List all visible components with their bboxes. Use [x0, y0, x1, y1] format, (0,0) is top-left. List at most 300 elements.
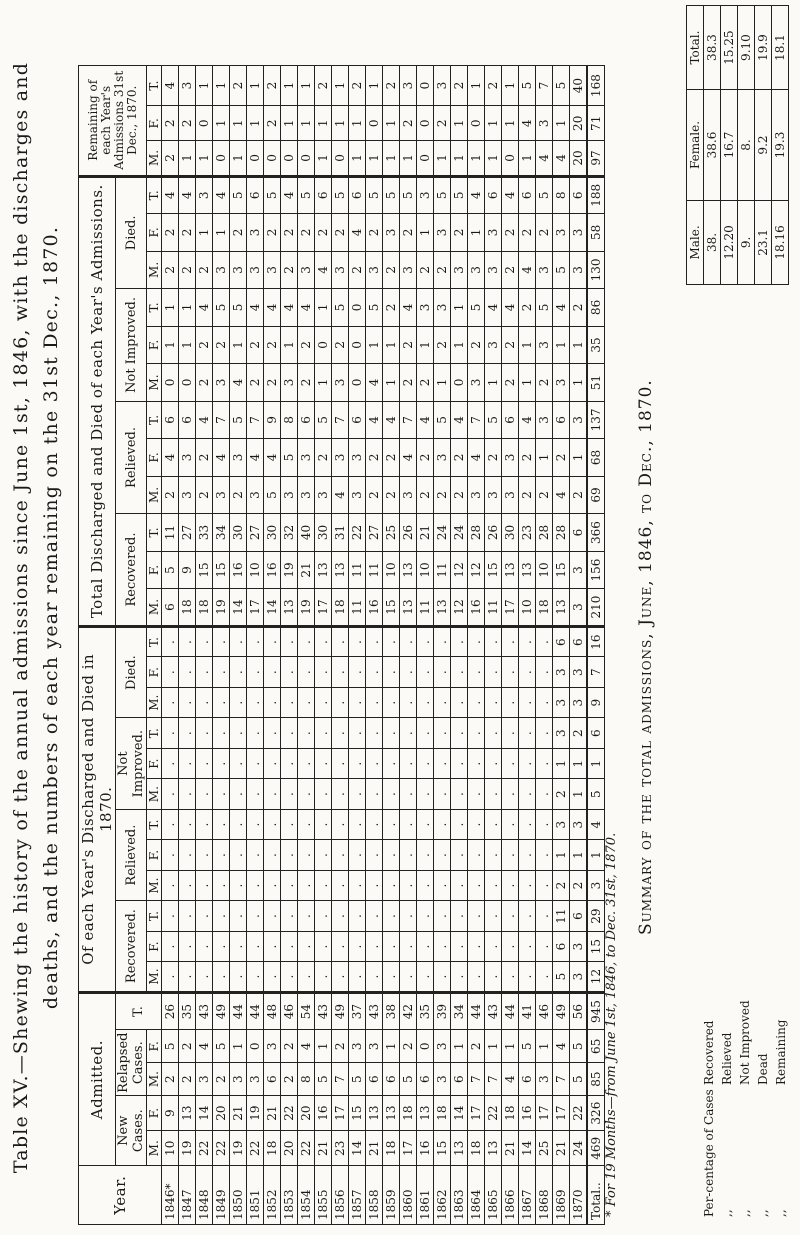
relapsed-f-cell: 1	[502, 1030, 519, 1063]
remaining-f-cell: 1	[332, 106, 349, 141]
relapsed-f-cell: 4	[298, 1030, 315, 1063]
year-1870-cell: .	[264, 931, 281, 961]
total-discharged-cell: 1	[519, 364, 536, 402]
table-row	[468, 66, 485, 1225]
year-cell: 1850	[230, 1166, 247, 1225]
year-header: Year.	[79, 1166, 162, 1225]
year-1870-cell: .	[400, 809, 417, 839]
summary-value-cell: 19.9	[755, 6, 772, 90]
year-1870-cell: .	[264, 748, 281, 778]
total-discharged-cell: 2	[383, 439, 400, 477]
total-discharged-cell: 3	[485, 251, 502, 289]
year-1870-cell: .	[213, 962, 230, 992]
total-discharged-cell: 2	[553, 439, 570, 477]
group-0-f-header: F.	[147, 931, 162, 961]
year-1870-cell: .	[400, 870, 417, 900]
admitted-total-cell: 42	[400, 992, 417, 1030]
year-1870-cell: .	[400, 931, 417, 961]
pc-label-not-improved: Not Improved	[738, 1000, 752, 1085]
remaining-f-cell: 2	[179, 106, 196, 141]
year-1870-cell: .	[417, 809, 434, 839]
year-1870-cell: .	[400, 748, 417, 778]
total-discharged-cell: 4	[162, 439, 179, 477]
total-discharged-cell: 4	[451, 401, 468, 439]
year-1870-cell: 3	[570, 931, 588, 961]
year-1870-cell: .	[366, 870, 383, 900]
total-discharged-cell: 2	[485, 439, 502, 477]
total-discharged-cell: 19	[281, 551, 298, 589]
year-1870-cell: .	[434, 718, 451, 748]
year-1870-cell: .	[417, 870, 434, 900]
total-discharged-cell: 11	[162, 514, 179, 552]
relapsed-m-cell: 3	[434, 1063, 451, 1096]
remaining-t-cell: 1	[196, 66, 213, 106]
year-1870-cell: .	[332, 626, 349, 657]
total-discharged-cell: 3	[570, 214, 588, 252]
total-discharged-cell: 31	[332, 514, 349, 552]
total-discharged-cell: 10	[519, 589, 536, 627]
year-1870-cell: .	[383, 748, 400, 778]
total-discharged-cell: 3	[213, 251, 230, 289]
year-1870-cell: .	[434, 748, 451, 778]
year-1870-cell: .	[264, 962, 281, 992]
total-discharged-cell: 2	[502, 214, 519, 252]
total-discharged-cell: 3	[179, 439, 196, 477]
year-1870-cell: .	[417, 901, 434, 931]
relapsed-f-cell: 1	[383, 1030, 400, 1063]
remaining-f-cell: 1	[298, 106, 315, 141]
total-discharged-cell: 2	[417, 476, 434, 514]
relapsed-m-cell: 6	[264, 1063, 281, 1096]
new-cases-f-cell: 21	[230, 1096, 247, 1131]
year-1870-cell: .	[519, 748, 536, 778]
total-discharged-cell: 7	[213, 401, 230, 439]
new-cases-m-cell: 25	[536, 1131, 553, 1166]
year-1870-cell: .	[366, 962, 383, 992]
year-1870-cell: 5	[553, 962, 570, 992]
total-discharged-cell: 3	[196, 176, 213, 214]
total-discharged-cell: 0	[162, 364, 179, 402]
total-discharged-cell: 3	[298, 251, 315, 289]
new-cases-f-cell: 17	[553, 1096, 570, 1131]
new-cases-f-cell: 19	[247, 1096, 264, 1131]
total-discharged-cell: 2	[298, 364, 315, 402]
total-discharged-cell: 30	[264, 514, 281, 552]
new-cases-header: New Cases.	[116, 1096, 147, 1166]
year-1870-cell: .	[332, 748, 349, 778]
year-1870-cell: .	[247, 779, 264, 809]
summary-value-cell: 15.25	[721, 6, 738, 90]
year-1870-cell: .	[247, 809, 264, 839]
relapsed-m-cell: 3	[536, 1063, 553, 1096]
year-1870-cell: .	[230, 962, 247, 992]
relapsed-m-cell: 7	[332, 1063, 349, 1096]
admitted-total-cell: 43	[315, 992, 332, 1030]
year-1870-cell: .	[298, 962, 315, 992]
year-cell: 1849	[213, 1166, 230, 1225]
group-2-f-header: F.	[147, 748, 162, 778]
group-5-f-header: F.	[147, 439, 162, 477]
relapsed-f-cell: 0	[247, 1030, 264, 1063]
total-discharged-cell: 2	[451, 439, 468, 477]
total-discharged-cell: 1	[179, 326, 196, 364]
admitted-total-cell: 44	[247, 992, 264, 1030]
group-7-t-header: T.	[147, 176, 162, 214]
year-1870-cell: .	[298, 870, 315, 900]
remaining-t-cell: 5	[553, 66, 570, 106]
total-discharged-cell: 3	[434, 289, 451, 327]
summary-value-cell: 9.2	[755, 90, 772, 201]
year-1870-cell: .	[162, 809, 179, 839]
year-1870-cell: .	[179, 809, 196, 839]
year-1870-cell: .	[281, 687, 298, 717]
total-discharged-cell: 4	[332, 476, 349, 514]
year-1870-cell: .	[298, 901, 315, 931]
td-recovered-header: Recovered.	[116, 514, 147, 627]
year-1870-cell: .	[451, 687, 468, 717]
total-discharged-cell: 18	[536, 589, 553, 627]
history-table	[78, 65, 605, 1225]
year-1870-cell: .	[485, 962, 502, 992]
year-1870-cell: .	[349, 657, 366, 687]
total-discharged-cell: 2	[230, 476, 247, 514]
year-1870-cell: .	[536, 962, 553, 992]
year-1870-cell: 3	[570, 962, 588, 992]
admitted-total-cell: 49	[553, 992, 570, 1030]
year-1870-cell: .	[162, 901, 179, 931]
total-discharged-cell: 1	[315, 364, 332, 402]
admitted-total-cell: 39	[434, 992, 451, 1030]
remaining-f-cell: 1	[349, 106, 366, 141]
year-1870-cell: .	[213, 840, 230, 870]
y70-not-improved-header: Not Improved.	[116, 718, 147, 809]
remaining-m-cell: 1	[485, 141, 502, 176]
admitted-total-cell: 46	[536, 992, 553, 1030]
year-1870-cell: .	[162, 931, 179, 961]
remaining-f-cell: 1	[213, 106, 230, 141]
table-row	[247, 66, 264, 1225]
total-discharged-cell: 10	[383, 551, 400, 589]
total-discharged-cell: 27	[247, 514, 264, 552]
year-cell: Total..	[587, 1166, 605, 1225]
new-cases-f-cell: 13	[383, 1096, 400, 1131]
summary-row	[721, 6, 738, 285]
remaining-t-cell: 2	[485, 66, 502, 106]
year-1870-cell: .	[383, 657, 400, 687]
year-1870-cell: .	[468, 901, 485, 931]
year-1870-cell: .	[213, 809, 230, 839]
remaining-f-cell: 1	[451, 106, 468, 141]
year-1870-cell: .	[349, 931, 366, 961]
year-1870-cell: .	[298, 779, 315, 809]
total-discharged-cell: 6	[570, 514, 588, 552]
new-cases-f-cell: 18	[502, 1096, 519, 1131]
total-discharged-cell: 5	[230, 401, 247, 439]
relapsed-f-cell: 4	[553, 1030, 570, 1063]
total-discharged-cell: 7	[332, 401, 349, 439]
year-1870-cell: .	[315, 931, 332, 961]
totals-row	[587, 66, 605, 1225]
total-discharged-cell: 2	[451, 214, 468, 252]
year-1870-cell: .	[519, 779, 536, 809]
remaining-t-cell: 1	[468, 66, 485, 106]
total-discharged-cell: 15	[213, 551, 230, 589]
total-discharged-cell: 2	[213, 326, 230, 364]
year-cell: 1866	[502, 1166, 519, 1225]
year-1870-cell: .	[162, 779, 179, 809]
year-1870-cell: .	[281, 626, 298, 657]
year-1870-cell: .	[179, 962, 196, 992]
total-discharged-cell: 156	[587, 551, 605, 589]
total-discharged-cell: 11	[349, 589, 366, 627]
admitted-total-cell: 37	[349, 992, 366, 1030]
year-1870-cell: .	[179, 870, 196, 900]
table-row	[264, 66, 281, 1225]
total-discharged-cell: 2	[315, 214, 332, 252]
new-cases-f-cell: 14	[451, 1096, 468, 1131]
year-1870-cell: .	[281, 779, 298, 809]
total-discharged-cell: 2	[366, 439, 383, 477]
group-0-m-header: M.	[147, 962, 162, 992]
new-cases-m-cell: 19	[179, 1131, 196, 1166]
year-1870-cell: .	[264, 809, 281, 839]
pc-row-3-first: ,,	[756, 1209, 770, 1217]
total-discharged-cell: 1	[315, 289, 332, 327]
new-cases-f-cell: 18	[400, 1096, 417, 1131]
summary-value-cell: 9.10	[738, 6, 755, 90]
total-discharged-cell: 4	[400, 289, 417, 327]
total-discharged-cell: 3	[332, 251, 349, 289]
total-discharged-cell: 5	[485, 401, 502, 439]
year-1870-cell: 2	[570, 870, 588, 900]
year-1870-cell: .	[162, 687, 179, 717]
remaining-f-cell: 71	[587, 106, 605, 141]
total-discharged-cell: 5	[332, 176, 349, 214]
relapsed-m-cell: 8	[298, 1063, 315, 1096]
total-discharged-cell: 4	[281, 289, 298, 327]
summary-row	[772, 6, 789, 285]
total-discharged-cell: 1	[451, 326, 468, 364]
total-discharged-cell: 13	[332, 551, 349, 589]
total-discharged-cell: 210	[587, 589, 605, 627]
total-discharged-cell: 16	[468, 589, 485, 627]
total-discharged-cell: 15	[196, 551, 213, 589]
year-1870-cell: .	[179, 718, 196, 748]
admitted-total-cell: 35	[179, 992, 196, 1030]
total-discharged-cell: 3	[485, 476, 502, 514]
total-discharged-cell: 4	[264, 439, 281, 477]
total-discharged-cell: 6	[298, 401, 315, 439]
year-cell: 1863	[451, 1166, 468, 1225]
admitted-total-cell: 945	[587, 992, 605, 1030]
td-relieved-header: Relieved.	[116, 401, 147, 514]
year-1870-cell: .	[468, 718, 485, 748]
total-discharged-cell: 5	[315, 401, 332, 439]
year-1870-cell: .	[349, 779, 366, 809]
relapsed-m-cell: 2	[281, 1063, 298, 1096]
total-discharged-cell: 188	[587, 176, 605, 214]
total-discharged-cell: 2	[519, 476, 536, 514]
relapsed-f-cell: 4	[196, 1030, 213, 1063]
group-6-t-header: T.	[147, 289, 162, 327]
new-cases-m-cell: 17	[400, 1131, 417, 1166]
total-discharged-cell: 4	[417, 401, 434, 439]
table-row	[485, 66, 502, 1225]
relapsed-m-cell: 2	[162, 1063, 179, 1096]
new-cases-f-cell: 17	[536, 1096, 553, 1131]
total-discharged-cell: 2	[400, 364, 417, 402]
total-discharged-cell: 2	[196, 439, 213, 477]
new-cases-f-cell: 15	[349, 1096, 366, 1131]
total-discharged-cell: 2	[434, 476, 451, 514]
year-1870-cell: .	[417, 687, 434, 717]
total-discharged-cell: 3	[451, 251, 468, 289]
new-cases-m-cell: 469	[587, 1131, 605, 1166]
summary-total-header: Total.	[687, 6, 704, 90]
year-1870-cell: .	[315, 962, 332, 992]
total-discharged-cell: 2	[281, 251, 298, 289]
total-discharged-cell: 6	[553, 401, 570, 439]
total-discharged-cell: 2	[247, 364, 264, 402]
year-1870-cell: .	[315, 840, 332, 870]
of-each-year-header: Of each Year's Discharged and Died in 1870.	[79, 626, 116, 992]
total-discharged-cell: 366	[587, 514, 605, 552]
year-1870-cell: .	[162, 962, 179, 992]
remaining-f-cell: 3	[536, 106, 553, 141]
relapsed-m-cell: 6	[451, 1063, 468, 1096]
total-discharged-cell: 2	[366, 476, 383, 514]
total-discharged-cell: 5	[553, 251, 570, 289]
year-1870-cell: .	[230, 718, 247, 748]
year-1870-cell: 3	[553, 657, 570, 687]
year-1870-cell: .	[230, 901, 247, 931]
total-discharged-cell: 13	[502, 551, 519, 589]
year-1870-cell: 1	[570, 748, 588, 778]
total-discharged-cell: 14	[230, 589, 247, 627]
group-5-m-header: M.	[147, 476, 162, 514]
year-1870-cell: .	[213, 870, 230, 900]
total-discharged-cell: 5	[451, 176, 468, 214]
new-cases-f-cell: 16	[519, 1096, 536, 1131]
total-discharged-cell: 0	[315, 326, 332, 364]
admitted-total-cell: 44	[230, 992, 247, 1030]
year-1870-cell: 2	[570, 718, 588, 748]
relapsed-m-cell: 5	[349, 1063, 366, 1096]
remaining-t-cell: 2	[349, 66, 366, 106]
pc-row-4-first: ,,	[774, 1209, 788, 1217]
total-discharged-cell: 2	[502, 326, 519, 364]
relapsed-m-cell: 6	[519, 1063, 536, 1096]
table-row	[349, 66, 366, 1225]
remaining-m-cell: 1	[519, 141, 536, 176]
year-1870-cell: .	[366, 840, 383, 870]
total-discharged-cell: 1	[417, 326, 434, 364]
year-1870-cell: .	[434, 657, 451, 687]
year-1870-cell: .	[298, 718, 315, 748]
relapsed-m-cell: 3	[196, 1063, 213, 1096]
remaining-m-cell: 2	[162, 141, 179, 176]
year-1870-cell: .	[366, 901, 383, 931]
total-discharged-cell: 2	[315, 439, 332, 477]
year-1870-cell: 29	[587, 901, 605, 931]
year-1870-cell: .	[213, 626, 230, 657]
new-cases-f-cell: 13	[179, 1096, 196, 1131]
remaining-t-cell: 1	[366, 66, 383, 106]
relapsed-cases-header: Relapsed Cases.	[116, 1030, 147, 1096]
year-1870-cell: .	[332, 870, 349, 900]
year-1870-cell: .	[264, 870, 281, 900]
relapsed-m-cell: 4	[502, 1063, 519, 1096]
year-1870-cell: .	[485, 870, 502, 900]
year-1870-cell: .	[451, 779, 468, 809]
summary-value-cell: 19.3	[772, 90, 789, 201]
new-cases-f-cell: 20	[298, 1096, 315, 1131]
year-1870-cell: .	[519, 657, 536, 687]
year-1870-cell: .	[349, 687, 366, 717]
remaining-m-cell: 0	[298, 141, 315, 176]
year-1870-cell: .	[434, 779, 451, 809]
year-1870-cell: .	[536, 870, 553, 900]
relapsed-m-cell: 5	[315, 1063, 332, 1096]
remaining-t-cell: 2	[451, 66, 468, 106]
group-4-m-header: M.	[147, 589, 162, 627]
total-discharged-cell: 13	[553, 589, 570, 627]
remaining-t-cell: 1	[298, 66, 315, 106]
remaining-m-cell: 0	[247, 141, 264, 176]
total-discharged-cell: 4	[213, 439, 230, 477]
year-1870-cell: .	[383, 870, 400, 900]
year-1870-cell: .	[536, 626, 553, 657]
year-cell: 1847	[179, 1166, 196, 1225]
total-discharged-cell: 5	[213, 289, 230, 327]
total-discharged-cell: 2	[468, 326, 485, 364]
year-1870-cell: .	[247, 687, 264, 717]
table-row	[519, 66, 536, 1225]
table-row	[570, 66, 588, 1225]
relapsed-f-cell: 3	[264, 1030, 281, 1063]
year-1870-cell: .	[281, 901, 298, 931]
year-1870-cell: .	[434, 687, 451, 717]
y70-relieved-header: Relieved.	[116, 809, 147, 900]
relapsed-f-cell: 1	[230, 1030, 247, 1063]
total-discharged-cell: 26	[485, 514, 502, 552]
table-row	[179, 66, 196, 1225]
year-1870-cell: 1	[570, 779, 588, 809]
total-discharged-cell: 1	[162, 289, 179, 327]
total-discharged-cell: 30	[502, 514, 519, 552]
year-1870-cell: .	[502, 901, 519, 931]
year-1870-cell: .	[247, 657, 264, 687]
year-1870-cell: .	[196, 718, 213, 748]
year-1870-cell: .	[264, 626, 281, 657]
year-1870-cell: .	[196, 962, 213, 992]
total-discharged-cell: 2	[502, 364, 519, 402]
total-discharged-cell: 86	[587, 289, 605, 327]
summary-value-cell: 16.7	[721, 90, 738, 201]
total-discharged-cell: 3	[230, 439, 247, 477]
total-discharged-cell: 1	[366, 326, 383, 364]
year-1870-cell: .	[281, 870, 298, 900]
total-discharged-cell: 28	[468, 514, 485, 552]
relapsed-f-header: F.	[147, 1030, 162, 1063]
year-1870-cell: .	[179, 840, 196, 870]
total-discharged-cell: 3	[468, 251, 485, 289]
total-discharged-cell: 1	[434, 364, 451, 402]
total-discharged-cell: 4	[264, 289, 281, 327]
new-cases-m-cell: 23	[332, 1131, 349, 1166]
remaining-t-cell: 2	[230, 66, 247, 106]
total-discharged-cell: 26	[400, 514, 417, 552]
